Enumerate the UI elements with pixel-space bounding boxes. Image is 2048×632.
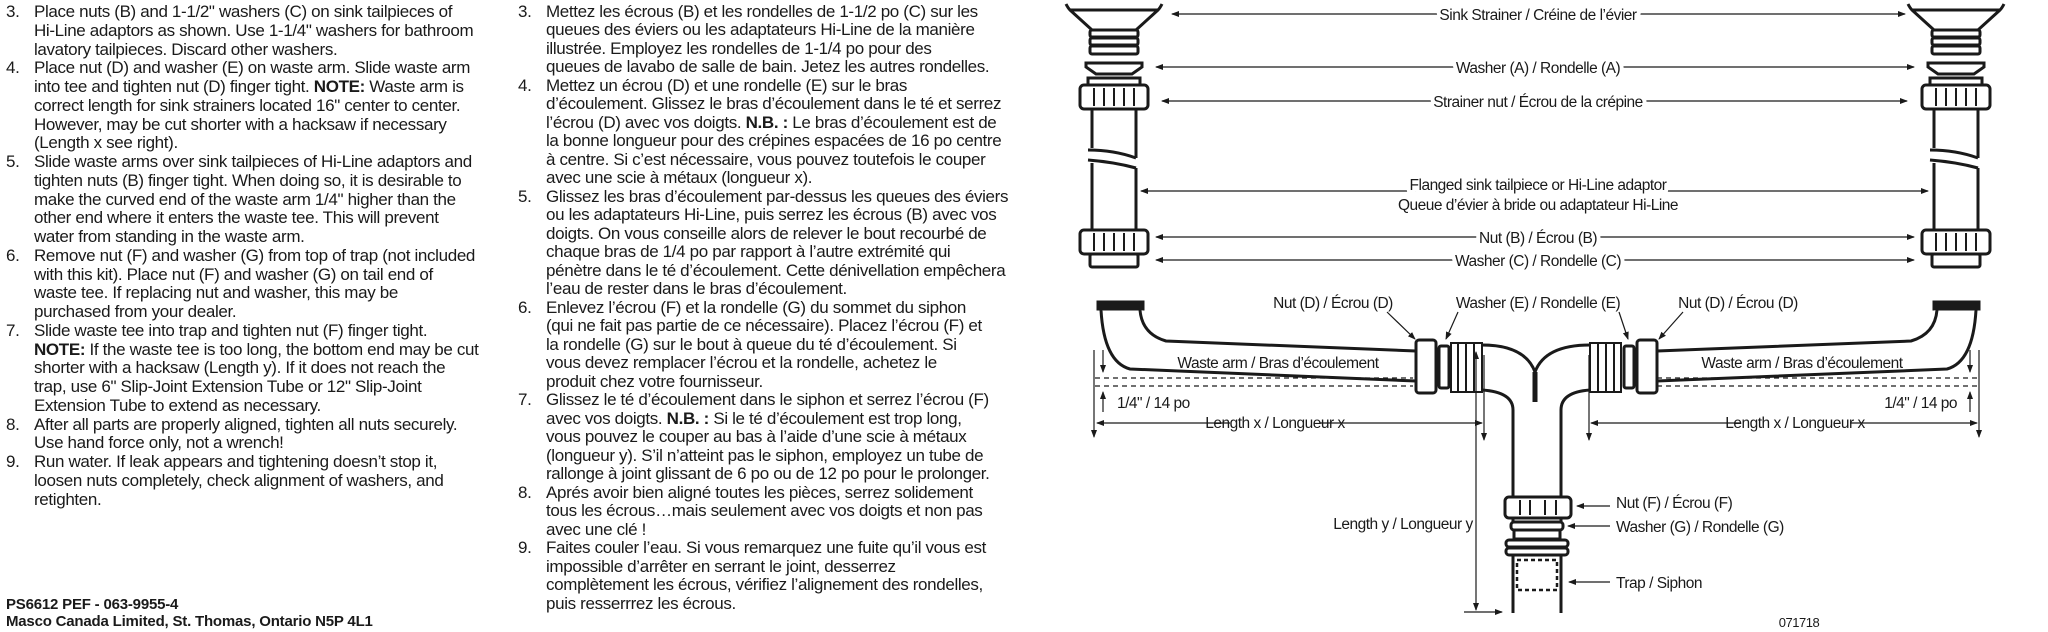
step-text-line: impossible d’arrêter en serrant le joint, desserrez bbox=[546, 556, 896, 576]
note-label: N.B. : bbox=[745, 112, 788, 132]
step-text-line: waste tee. If replacing nut and washer, this may be bbox=[34, 283, 398, 303]
label-tailpiece-en: Flanged sink tailpiece or Hi-Line adaptor bbox=[1409, 177, 1667, 194]
label-waste-arm-left: Waste arm / Bras d’écoulement bbox=[1177, 355, 1379, 372]
step-text-line: make the curved end of the waste arm 1/4" higher than the bbox=[34, 189, 456, 209]
step-number: 3. bbox=[518, 2, 532, 21]
step-text: If the waste tee is too long, the bottom end may be cut bbox=[85, 339, 479, 359]
instruction-step bbox=[518, 3, 1023, 77]
step-text-line: Glissez le té d’écoulement dans le siphon et serrez l’écrou (F) bbox=[546, 390, 989, 410]
washer-e-left-icon bbox=[1439, 346, 1449, 388]
step-text-line: Place nut (D) and washer (E) on waste arm. Slide waste arm bbox=[34, 58, 471, 78]
instruction-step bbox=[6, 453, 511, 509]
instruction-step bbox=[6, 247, 511, 322]
company-address: Masco Canada Limited, St. Thomas, Ontario N5P 4L1 bbox=[6, 613, 373, 630]
step-number: 8. bbox=[518, 482, 532, 502]
step-text-line: ou les adaptateurs Hi-Line, puis serrez les écrous (B) avec vos bbox=[546, 205, 997, 225]
step-text-line: à centre. Si c’est nécessaire, vous pouvez toutefois le couper bbox=[546, 149, 986, 169]
step-number: 5. bbox=[6, 152, 20, 171]
step-number: 6. bbox=[6, 245, 20, 265]
step-text-line: l’eau de rester dans le bras d’écoulement. bbox=[546, 279, 847, 299]
step-text-line: Place nuts (B) and 1-1/2" washers (C) on sink tailpieces of bbox=[34, 2, 453, 21]
note-label: NOTE: bbox=[313, 77, 365, 96]
step-text-line: d’écoulement. Glissez le bras d’écoulement dans le té et serrez bbox=[546, 94, 1002, 114]
label-tailpiece-fr: Queue d’évier à bride ou adaptateur Hi-Line bbox=[1397, 197, 1679, 214]
step-text-line: Remove nut (F) and washer (G) from top of trap (not included bbox=[34, 245, 476, 265]
step-text: Waste arm is bbox=[364, 77, 464, 96]
step-text-line: pénètre dans le té d’écoulement. Cette dénivellation empêchera bbox=[546, 260, 1006, 280]
step-text: avec vos doigts. bbox=[546, 408, 667, 428]
note-label: N.B. : bbox=[666, 408, 709, 428]
step-text-line: Mettez les écrous (B) et les rondelles de 1-1/2 po (C) sur les bbox=[546, 2, 978, 21]
waste-arm-right bbox=[1590, 302, 1979, 393]
step-text-line: purchased from your dealer. bbox=[34, 302, 237, 321]
washer-e-right-icon bbox=[1624, 346, 1634, 388]
step-text-line: chaque bras de 1/4 po par rapport à l’autre extrémité qui bbox=[546, 242, 951, 262]
step-text-line: Enlevez l’écrou (F) et la rondelle (G) du sommet du siphon bbox=[546, 297, 967, 317]
step-text-line: water from standing in the waste arm. bbox=[34, 227, 305, 246]
step-text-line: Slide waste arms over sink tailpieces of Hi-Line adaptors and bbox=[34, 152, 472, 171]
label-nut-b: Nut (B) / Écrou (B) bbox=[1479, 230, 1597, 247]
step-number: 7. bbox=[6, 320, 20, 340]
label-quarter-inch-left: 1/4" / 14 po bbox=[1117, 395, 1190, 412]
nut-f-icon bbox=[1505, 497, 1571, 518]
step-text-line: tous les écrous…mais seulement avec vos doigts et non pas bbox=[546, 501, 983, 521]
note-label: NOTE: bbox=[34, 339, 86, 359]
step-text-line: correct length for sink strainers located 16" center to center. bbox=[34, 95, 461, 115]
label-washer-c: Washer (C) / Rondelle (C) bbox=[1454, 253, 1622, 270]
label-nut-d-right: Nut (D) / Écrou (D) bbox=[1678, 295, 1798, 312]
step-text-line: Extension Tube to extend as necessary. bbox=[34, 395, 321, 415]
step-text-line: avec une clé ! bbox=[546, 519, 646, 539]
step-text-line: retighten. bbox=[34, 489, 102, 509]
step-text-line: After all parts are properly aligned, tighten all nuts securely. bbox=[34, 414, 458, 434]
step-text-line: queues de lavabo de salle de bain. Jetez les autres rondelles. bbox=[546, 57, 990, 77]
step-text-line bbox=[34, 341, 511, 360]
step-text-line: doigts. On vous conseille alors de relever le bout recourbé de bbox=[546, 223, 987, 243]
label-nut-d-left: Nut (D) / Écrou (D) bbox=[1273, 295, 1393, 312]
step-text-line: (qui ne fait pas partie de ce nécessaire). Placez l’écrou (F) et bbox=[546, 316, 982, 336]
step-text-line bbox=[546, 114, 1023, 132]
step-text-line: Faites couler l’eau. Si vous remarquez une fuite qu’il vous est bbox=[546, 538, 987, 558]
label-quarter-inch-right: 1/4" / 14 po bbox=[1884, 395, 1957, 412]
step-number: 8. bbox=[6, 414, 20, 434]
instruction-step bbox=[6, 416, 511, 454]
step-number: 9. bbox=[518, 538, 532, 558]
instruction-step bbox=[518, 539, 1023, 613]
step-text-line: lavatory tailpieces. Discard other washers. bbox=[34, 39, 338, 59]
step-text-line: shorter with a hacksaw (Length y). If it does not reach the bbox=[34, 358, 446, 378]
step-text-line: Use hand force only, not a wrench! bbox=[34, 433, 284, 453]
step-number: 6. bbox=[518, 297, 532, 317]
instruction-step bbox=[518, 391, 1023, 483]
step-text-line: Aprés avoir bien aligné toutes les pièces, serrez solidement bbox=[546, 482, 973, 502]
step-text-line: other end where it enters the waste tee. This will prevent bbox=[34, 208, 439, 228]
label-washer-a: Washer (A) / Rondelle (A) bbox=[1455, 60, 1621, 77]
label-washer-g: Washer (G) / Rondelle (G) bbox=[1616, 519, 1784, 536]
step-number: 4. bbox=[518, 75, 532, 95]
label-length-x-left: Length x / Longueur x bbox=[1205, 415, 1345, 432]
instruction-step bbox=[518, 484, 1023, 539]
instruction-step bbox=[6, 322, 511, 416]
step-text-line bbox=[34, 78, 511, 97]
product-code: PS6612 PEF - 063-9955-4 bbox=[6, 596, 179, 613]
step-text-line: However, may be cut shorter with a hacksaw if necessary bbox=[34, 114, 447, 134]
step-number: 7. bbox=[518, 390, 532, 410]
step-text: Si le té d’écoulement est trop long, bbox=[708, 408, 962, 428]
instruction-step bbox=[518, 188, 1023, 299]
figure-code: 071718 bbox=[1778, 615, 1820, 630]
step-text-line: vous pouvez le couper au bas à l’aide d’une scie à métaux bbox=[546, 427, 967, 447]
step-number: 3. bbox=[6, 2, 20, 21]
step-text-line: puis resserrrez les écrous. bbox=[546, 593, 736, 613]
step-text-line: loosen nuts completely, check alignment of washers, and bbox=[34, 470, 444, 490]
step-text-line: Glissez les bras d’écoulement par-dessus les queues des éviers bbox=[546, 186, 1009, 206]
step-text-line: vous devez remplacer l’écrou et la rondelle, achetez le bbox=[546, 353, 937, 373]
nut-d-right-icon bbox=[1637, 340, 1657, 393]
instruction-step bbox=[6, 3, 511, 59]
step-text-line: produit chez votre fournisseur. bbox=[546, 371, 763, 391]
assembly-diagram bbox=[1040, 0, 2048, 632]
label-length-x-right: Length x / Longueur x bbox=[1725, 415, 1865, 432]
step-text-line: Slide waste tee into trap and tighten nut (F) finger tight. bbox=[34, 320, 428, 340]
label-nut-f: Nut (F) / Écrou (F) bbox=[1616, 495, 1733, 512]
step-number: 4. bbox=[6, 58, 20, 78]
label-sink-strainer: Sink Strainer / Créine de l’évier bbox=[1439, 7, 1637, 24]
waste-arm-left bbox=[1098, 302, 1482, 393]
step-text: Le bras d’écoulement est de bbox=[787, 112, 997, 132]
step-number: 5. bbox=[518, 186, 532, 206]
english-instructions bbox=[6, 3, 511, 509]
french-instructions bbox=[518, 3, 1023, 613]
instruction-step bbox=[518, 299, 1023, 391]
step-text-line: illustrée. Employez les rondelles de 1-1/4 po pour des bbox=[546, 38, 932, 58]
step-text: l’écrou (D) avec vos doigts. bbox=[546, 112, 746, 132]
step-text-line: (longueur y). S’il n’atteint pas le siphon, employez un tube de bbox=[546, 445, 984, 465]
step-text-line: Hi-Line adaptors as shown. Use 1-1/4" washers for bathroom bbox=[34, 20, 474, 40]
step-text-line: with this kit). Place nut (F) and washer (G) on tail end of bbox=[34, 264, 433, 284]
footer bbox=[6, 596, 373, 630]
label-strainer-nut: Strainer nut / Écrou de la crépine bbox=[1433, 94, 1643, 111]
step-text-line: avec une scie à métaux (longueur x). bbox=[546, 168, 813, 188]
label-trap: Trap / Siphon bbox=[1616, 575, 1702, 592]
step-number: 9. bbox=[6, 452, 20, 471]
step-text-line: queues des éviers ou les adaptateurs Hi-Line de la manière bbox=[546, 20, 975, 40]
nut-d-left-icon bbox=[1416, 340, 1436, 393]
step-text-line: la bonne longueur pour des crépines espacées de 16 po centre bbox=[546, 131, 1002, 151]
label-waste-arm-right: Waste arm / Bras d’écoulement bbox=[1701, 355, 1903, 372]
step-text-line: trap, use 6" Slip-Joint Extension Tube or 12" Slip-Joint bbox=[34, 377, 422, 396]
label-washer-e: Washer (E) / Rondelle (E) bbox=[1455, 295, 1621, 312]
waste-tee bbox=[1482, 345, 1590, 497]
step-text-line: tighten nuts (B) finger tight. When doing so, it is desirable to bbox=[34, 170, 462, 190]
step-text-line: Run water. If leak appears and tightening doesn’t stop it, bbox=[34, 452, 438, 471]
step-text-line: rallonge à joint glissant de 6 po ou de 12 po pour le prolonger. bbox=[546, 464, 990, 484]
step-text: into tee and tighten nut (D) finger tight. bbox=[34, 77, 314, 96]
step-text-line: complètement les écrous, vérifiez l’alignement des rondelles, bbox=[546, 575, 983, 595]
step-text-line: (Length x see right). bbox=[34, 133, 178, 153]
instruction-step bbox=[518, 77, 1023, 188]
step-text-line bbox=[546, 410, 1023, 428]
instruction-step bbox=[6, 153, 511, 247]
instruction-step bbox=[6, 59, 511, 153]
step-text-line: la rondelle (G) sur le bout à queue du té d’écoulement. Si bbox=[546, 334, 957, 354]
label-length-y: Length y / Longueur y bbox=[1333, 516, 1473, 533]
trap-icon bbox=[1513, 556, 1561, 613]
step-text-line: Mettez un écrou (D) et une rondelle (E) sur le bras bbox=[546, 75, 908, 95]
